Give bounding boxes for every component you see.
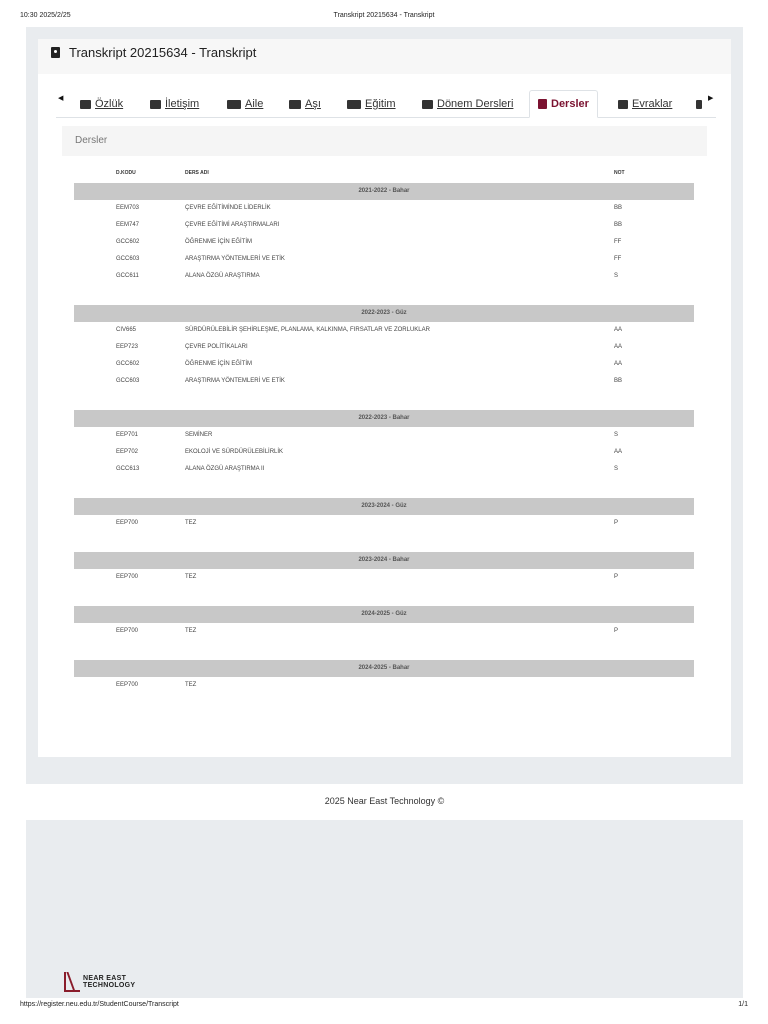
semester-header: 2024-2025 - Bahar: [74, 660, 694, 677]
file-icon: [618, 100, 628, 109]
semester-header: 2023-2024 - Bahar: [74, 552, 694, 569]
course-name: TEZ: [185, 574, 197, 580]
course-name: EKOLOJİ VE SÜRDÜRÜLEBİLİRLİK: [185, 449, 284, 455]
tab-ozluk[interactable]: Özlük: [80, 91, 123, 117]
course-grade: S: [614, 466, 619, 472]
table-row: [74, 569, 694, 586]
course-name: SÜRDÜRÜLEBİLİR ŞEHİRLEŞME, PLANLAMA, KALKINMA, FIRSATLAR VE ZORLUKLAR: [185, 327, 430, 333]
courses-panel: [62, 126, 707, 742]
tab-next-partial[interactable]: [696, 91, 706, 117]
course-code: EEP723: [116, 344, 139, 350]
transcript-card: [38, 39, 731, 757]
course-grade: P: [614, 574, 619, 580]
tab-bar: [56, 91, 716, 118]
course-code: GCC603: [116, 256, 140, 262]
course-name: ÇEVRE EĞİTİMİ ARAŞTIRMALARI: [185, 222, 280, 228]
course-name: ÖĞRENME İÇİN EĞİTİM: [185, 239, 253, 245]
course-grade: P: [614, 520, 619, 526]
semester-gap: [74, 478, 694, 498]
document-icon: [696, 100, 702, 109]
table-row: [74, 623, 694, 640]
tab-asi[interactable]: Aşı: [289, 91, 321, 117]
semester-gap: [74, 390, 694, 410]
tab-iletisim[interactable]: İletişim: [150, 91, 199, 117]
course-grade: AA: [614, 361, 623, 367]
site-footer: [26, 785, 743, 819]
tab-egitim[interactable]: Eğitim: [347, 91, 396, 117]
contact-icon: [538, 99, 547, 109]
table-row: [74, 444, 694, 461]
users-icon: [227, 100, 241, 109]
print-page-number: 1/1: [738, 1001, 748, 1008]
course-name: TEZ: [185, 682, 197, 688]
card-header: [38, 39, 731, 74]
course-code: EEP700: [116, 520, 139, 526]
tab-aile[interactable]: Aile: [227, 91, 263, 117]
semester-gap: [74, 640, 694, 660]
course-code: EEP701: [116, 432, 139, 438]
transcript-table: [74, 170, 694, 694]
course-grade: FF: [614, 256, 622, 262]
course-name: SEMİNER: [185, 432, 213, 438]
print-header: [20, 12, 748, 22]
table-row: [74, 251, 694, 268]
course-code: GCC611: [116, 273, 139, 279]
table-row: [74, 427, 694, 444]
table-row: [74, 234, 694, 251]
semester-gap: [74, 532, 694, 552]
section-title: Dersler: [75, 135, 108, 146]
course-name: ALANA ÖZGÜ ARAŞTIRMA: [185, 273, 260, 279]
contact-card-icon: [51, 47, 60, 58]
semester-header: 2024-2025 - Güz: [74, 606, 694, 623]
course-grade: P: [614, 628, 619, 634]
contact-icon: [422, 100, 433, 109]
home-icon: [289, 100, 301, 109]
semester-header: 2022-2023 - Güz: [74, 305, 694, 322]
semester-header: 2022-2023 - Bahar: [74, 410, 694, 427]
course-code: EEM747: [116, 222, 140, 228]
column-code: D.KODU: [116, 170, 136, 176]
scroll-left-arrow-icon[interactable]: ◀: [58, 95, 64, 102]
print-url: https://register.neu.edu.tr/StudentCourse/Transcript: [20, 1001, 179, 1008]
course-grade: AA: [614, 449, 623, 455]
tab-donem-dersleri[interactable]: Dönem Dersleri: [422, 91, 513, 117]
course-grade: AA: [614, 344, 623, 350]
course-code: GCC603: [116, 378, 140, 384]
table-row: [74, 461, 694, 478]
table-row: [74, 356, 694, 373]
column-name: DERS ADI: [185, 170, 209, 176]
course-code: EEM703: [116, 205, 140, 211]
logo-text: NEAR EAST TECHNOLOGY: [83, 975, 136, 989]
print-title: Transkript 20215634 - Transkript: [333, 12, 435, 19]
bottom-area: [26, 820, 743, 998]
course-code: EEP702: [116, 449, 139, 455]
table-row: [74, 515, 694, 532]
course-code: GCC602: [116, 361, 140, 367]
course-name: ARAŞTIRMA YÖNTEMLERİ VE ETİK: [185, 378, 285, 384]
tab-dersler[interactable]: Dersler: [529, 90, 598, 118]
semester-gap: [74, 285, 694, 305]
course-code: CIV665: [116, 327, 137, 333]
semester-gap: [74, 586, 694, 606]
course-code: EEP700: [116, 574, 139, 580]
contact-icon: [150, 100, 161, 109]
semester-header: 2023-2024 - Güz: [74, 498, 694, 515]
course-grade: AA: [614, 327, 623, 333]
course-name: TEZ: [185, 520, 197, 526]
logo-mark-icon: [64, 972, 80, 992]
course-grade: BB: [614, 222, 623, 228]
table-row: [74, 677, 694, 694]
table-row: [74, 322, 694, 339]
semester-header: 2021-2022 - Bahar: [74, 183, 694, 200]
course-code: GCC613: [116, 466, 140, 472]
table-row: [74, 217, 694, 234]
footer-text: 2025 Near East Technology ©: [324, 796, 445, 806]
course-grade: FF: [614, 239, 622, 245]
table-row: [74, 373, 694, 390]
table-row: [74, 268, 694, 285]
column-grade: NOT: [614, 170, 625, 176]
table-header: [74, 170, 694, 183]
course-name: ÇEVRE POLİTİKALARI: [185, 344, 248, 350]
course-name: ÇEVRE EĞİTİMİNDE LİDERLİK: [185, 205, 271, 211]
course-code: GCC602: [116, 239, 140, 245]
table-row: [74, 200, 694, 217]
table-row: [74, 339, 694, 356]
course-grade: S: [614, 432, 619, 438]
scroll-right-arrow-icon[interactable]: ▶: [708, 95, 714, 102]
course-grade: S: [614, 273, 619, 279]
course-grade: BB: [614, 205, 623, 211]
graduation-cap-icon: [347, 100, 361, 109]
print-datetime: 10:30 2025/2/25: [20, 12, 71, 19]
id-card-icon: [80, 100, 91, 109]
print-footer: [20, 1001, 748, 1011]
course-code: EEP700: [116, 628, 139, 634]
course-code: EEP700: [116, 682, 139, 688]
course-name: TEZ: [185, 628, 197, 634]
page-title: Transkript 20215634 - Transkript: [69, 45, 257, 60]
tab-evraklar[interactable]: Evraklar: [618, 91, 672, 117]
course-name: ALANA ÖZGÜ ARAŞTIRMA II: [185, 466, 265, 472]
section-header: [62, 126, 707, 156]
course-name: ARAŞTIRMA YÖNTEMLERİ VE ETİK: [185, 256, 285, 262]
course-grade: BB: [614, 378, 623, 384]
course-name: ÖĞRENME İÇİN EĞİTİM: [185, 361, 253, 367]
page-container: [26, 27, 743, 784]
